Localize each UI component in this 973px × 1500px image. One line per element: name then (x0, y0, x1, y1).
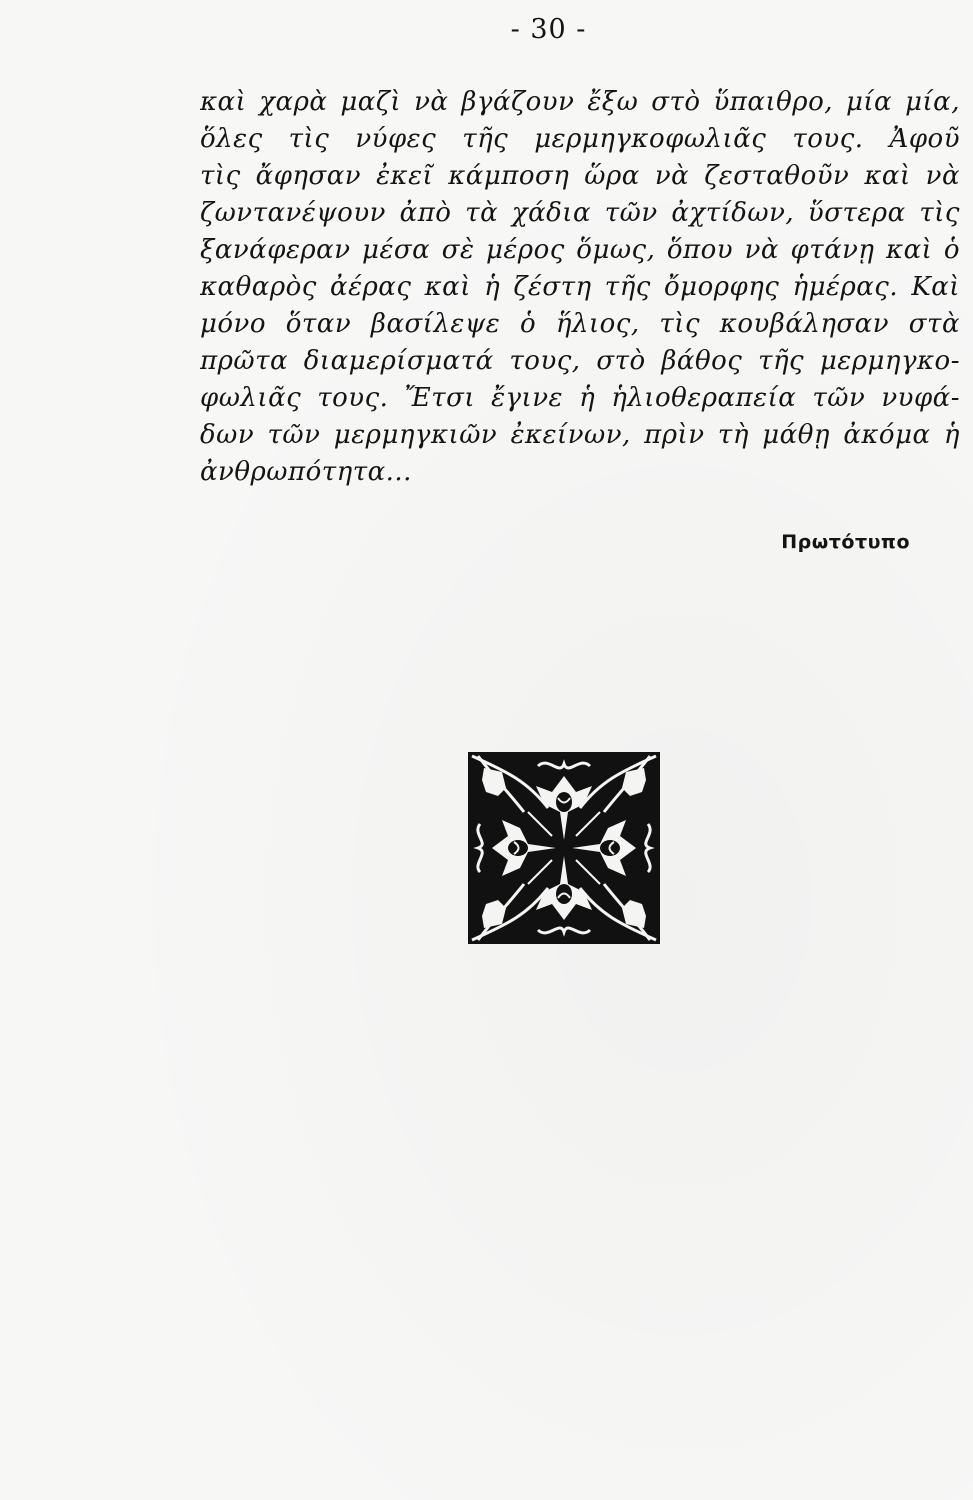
text-line: τὶς ἄφησαν ἐκεῖ κάμποση ὥρα νὰ ζεσταθοῦν καὶ νὰ (200, 161, 960, 191)
signature-original: Πρωτότυπο (781, 531, 910, 553)
text-line: δων τῶν μερμηγκιῶν ἐκείνων, πρὶν τὴ μάθῃ ἀκόμα ἡ (200, 420, 960, 450)
text-line: μόνο ὅταν βασίλεψε ὁ ἥλιος, τὶς κουβάλησαν στὰ (200, 309, 960, 339)
body-text (200, 84, 960, 491)
page-number: - 30 - (510, 14, 587, 45)
text-line: φωλιᾶς τους. Ἔτσι ἔγινε ἡ ἡλιοθεραπεία τῶν νυφά- (200, 383, 960, 413)
text-line: πρῶτα διαμερίσματά τους, στὸ βάθος τῆς μερμηγκο- (200, 346, 960, 376)
text-line: ὅλες τὶς νύφες τῆς μερμηγκοφωλιᾶς τους. Ἀφοῦ (200, 124, 960, 154)
text-line: ζωντανέψουν ἀπὸ τὰ χάδια τῶν ἀχτίδων, ὕστερα τὶς (200, 198, 960, 228)
text-line: ξανάφεραν μέσα σὲ μέρος ὅμως, ὅπου νὰ φτάνῃ καὶ ὁ (200, 235, 960, 265)
text-line: ἀνθρωπότητα... (200, 457, 412, 487)
text-line: καθαρὸς ἀέρας καὶ ἡ ζέστη τῆς ὄμορφης ἡμέρας. Καὶ (200, 272, 960, 302)
floral-ornament-icon (468, 752, 660, 944)
text-line: καὶ χαρὰ μαζὶ νὰ βγάζουν ἔξω στὸ ὕπαιθρο, μία μία, (200, 87, 960, 117)
